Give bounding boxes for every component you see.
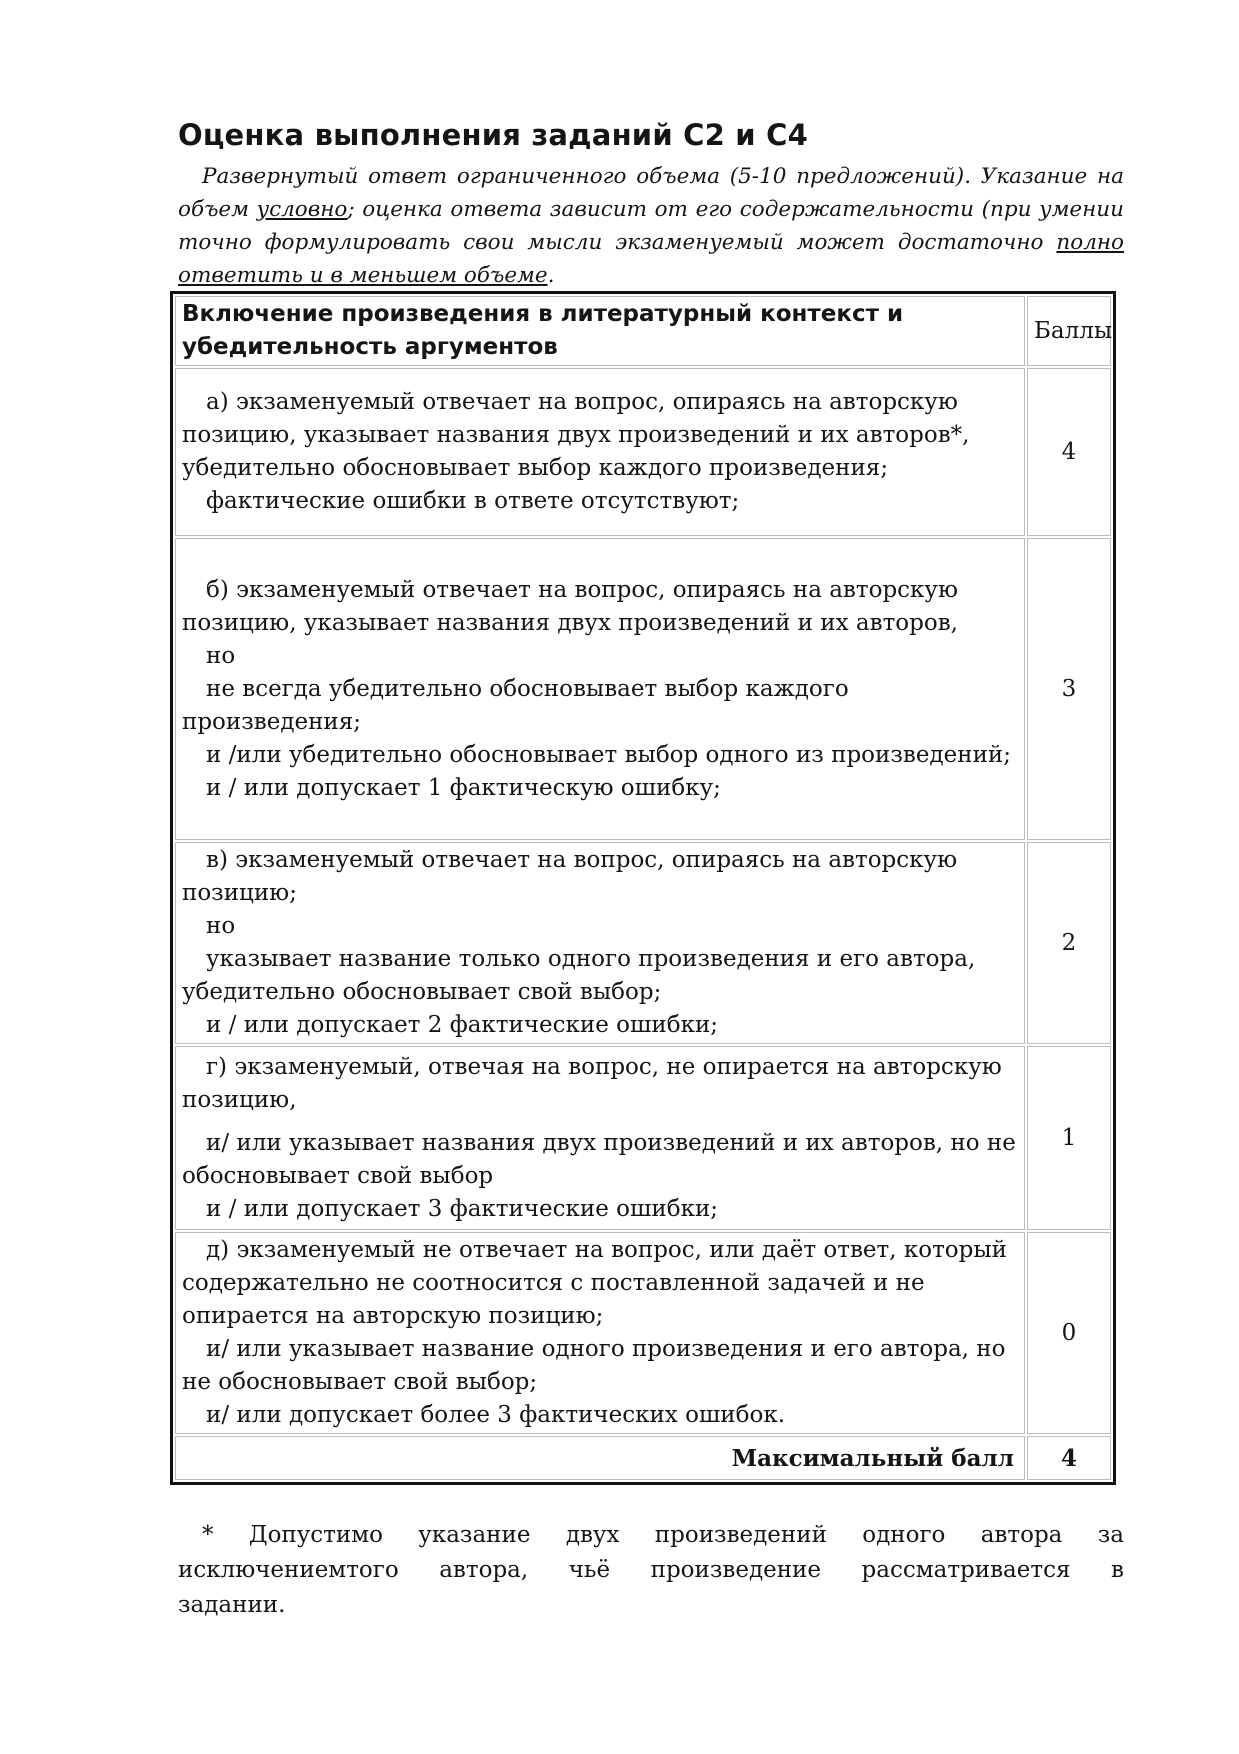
table-header-row bbox=[175, 296, 1111, 366]
criterion-line: г) экзаменуемый, отвечая на вопрос, не опирается на авторскую позицию, bbox=[182, 1053, 1002, 1113]
criterion-line: д) экзаменуемый не отвечает на вопрос, или даёт ответ, который содержательно не соотносится с поставленной задачей и не опирается на авторскую позицию; bbox=[182, 1237, 1008, 1329]
criterion-line: но bbox=[206, 913, 236, 939]
footnote-line-1: * Допустимо указание двух произведений одного автора за bbox=[202, 1522, 1124, 1548]
criterion-line: б) экзаменуемый отвечает на вопрос, опираясь на авторскую позицию, указывает названия двух произведений и их авторов, bbox=[182, 576, 958, 636]
criterion-a bbox=[175, 368, 1025, 536]
intro-text-1: Развернутый ответ ограниченного объема (5-10 предложений). Указание на объем bbox=[178, 164, 1124, 222]
criterion-line: и /или убедительно обосновывает выбор одного из произведений; bbox=[206, 741, 1011, 768]
intro-underlined-1: условно bbox=[256, 197, 348, 222]
criterion-g bbox=[175, 1046, 1025, 1230]
criterion-v bbox=[175, 842, 1025, 1044]
table-row bbox=[175, 1232, 1111, 1434]
points-value: 2 bbox=[1027, 842, 1111, 1044]
criterion-line: не всегда убедительно обосновывает выбор каждого произведения; bbox=[182, 675, 849, 735]
max-score-row bbox=[175, 1436, 1111, 1480]
points-value: 1 bbox=[1027, 1046, 1111, 1230]
criterion-d bbox=[175, 1232, 1025, 1434]
points-value: 0 bbox=[1027, 1232, 1111, 1434]
criterion-line: и/ или указывает название одного произведения и его автора, но не обосновывает свой выбор; bbox=[182, 1336, 1006, 1395]
points-value: 4 bbox=[1027, 368, 1111, 536]
footnote-line-3: задании. bbox=[178, 1592, 286, 1618]
table-row bbox=[175, 368, 1111, 536]
page-title: Оценка выполнения заданий С2 и С4 bbox=[178, 118, 808, 152]
intro-text-3: . bbox=[547, 263, 555, 288]
intro-underlined-2: полно ответить и в меньшем объеме bbox=[178, 230, 1124, 288]
max-score-label: Максимальный балл bbox=[175, 1436, 1025, 1480]
criteria-table bbox=[170, 291, 1116, 1485]
header-points: Баллы bbox=[1027, 296, 1111, 366]
criterion-line: фактические ошибки в ответе отсутствуют; bbox=[206, 488, 740, 514]
criterion-line: и / или допускает 3 фактические ошибки; bbox=[206, 1195, 719, 1222]
footnote-line-2: исключениемтого автора, чьё произведение рассматривается в bbox=[178, 1557, 1124, 1583]
criterion-line: и/ или допускает более 3 фактических ошибок. bbox=[206, 1402, 786, 1428]
criterion-line: а) экзаменуемый отвечает на вопрос, опираясь на авторскую позицию, указывает названия двух произведений и их авторов*, убедительно обосновывает выбор каждого произведения; bbox=[182, 389, 970, 481]
intro-paragraph bbox=[178, 160, 1124, 292]
intro-text-2: ; оценка ответа зависит от его содержательности (при умении точно формулировать свои мысли экзаменуемый может достаточно bbox=[178, 197, 1124, 255]
criterion-line: в) экзаменуемый отвечает на вопрос, опираясь на авторскую позицию; bbox=[182, 847, 958, 906]
max-score-value: 4 bbox=[1027, 1436, 1111, 1480]
table-row bbox=[175, 842, 1111, 1044]
header-criterion: Включение произведения в литературный контекст и убедительность аргументов bbox=[175, 296, 1025, 366]
points-value: 3 bbox=[1027, 538, 1111, 840]
criterion-line: но bbox=[206, 642, 236, 669]
criterion-line: указывает название только одного произведения и его автора, убедительно обосновывает свой выбор; bbox=[182, 946, 976, 1005]
criterion-line: и / или допускает 2 фактические ошибки; bbox=[206, 1012, 719, 1038]
criterion-line: и/ или указывает названия двух произведений и их авторов, но не обосновывает свой выбор bbox=[182, 1129, 1016, 1189]
footnote bbox=[178, 1518, 1124, 1623]
table-row bbox=[175, 538, 1111, 840]
criterion-b bbox=[175, 538, 1025, 840]
table-row bbox=[175, 1046, 1111, 1230]
criterion-line: и / или допускает 1 фактическую ошибку; bbox=[206, 774, 721, 801]
